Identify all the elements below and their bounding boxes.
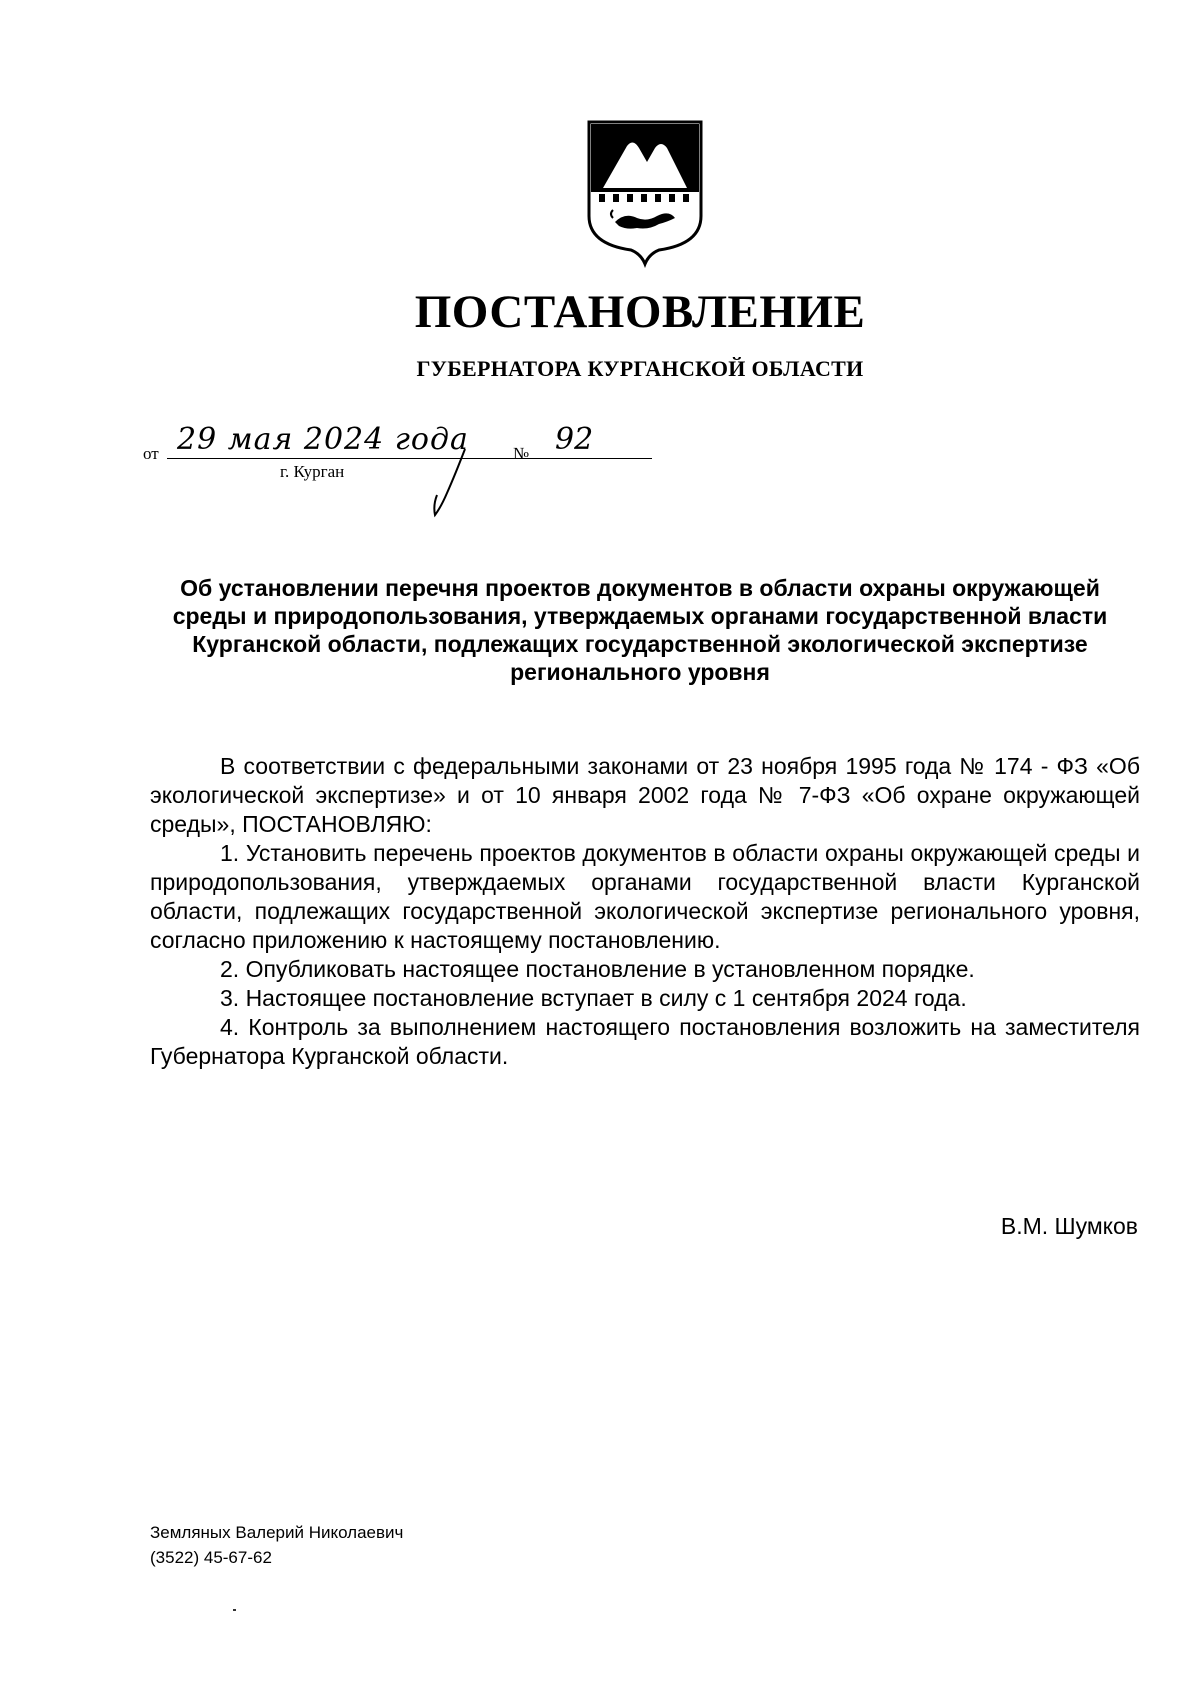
document-title: Об установлении перечня проектов документов в области охраны окружающей среды и природопользования, утверждаемых органами государственной власти Курганской области, подлежащих государственной экологической экспертизе регионального уровня: [172, 575, 1108, 685]
city-label: г. Курган: [280, 462, 345, 481]
point-3: 3. Настоящее постановление вступает в силу с 1 сентября 2024 года.: [220, 985, 967, 1011]
point-2: 2. Опубликовать настоящее постановление в установленном порядке.: [220, 956, 975, 982]
handwritten-date: 29 мая 2024 года: [177, 422, 469, 457]
date-prefix: от: [143, 444, 159, 463]
handwritten-number: 92: [555, 422, 594, 457]
number-sign: №: [513, 444, 530, 463]
document-type-heading: ПОСТАНОВЛЕНИЕ: [414, 286, 866, 338]
handwritten-stroke: [425, 445, 485, 520]
issuer-heading: ГУБЕРНАТОРА КУРГАНСКОЙ ОБЛАСТИ: [416, 356, 864, 381]
signatory-name: В.М. Шумков: [1000, 1213, 1138, 1239]
point-4: 4. Контроль за выполнением настоящего постановления возложить на заместителя Губернатора Курганской области.: [150, 1014, 1140, 1069]
executor-info: [150, 1520, 403, 1570]
document-body: [150, 752, 1140, 1071]
scan-artifact-dot: [233, 1609, 236, 1611]
preamble-paragraph: В соответствии с федеральными законами от 23 ноября 1995 года № 174 - ФЗ «Об экологической экспертизе» и от 10 января 2002 года № 7-ФЗ «Об охране окружающей среды», ПОСТАНОВЛЯЮ:: [150, 753, 1140, 837]
executor-phone: (3522) 45-67-62: [150, 1548, 272, 1567]
coat-of-arms-icon: [585, 118, 705, 268]
point-1: 1. Установить перечень проектов документов в области охраны окружающей среды и природопользования, утверждаемых органами государственной власти Курганской области, подлежащих государственной экологической экспертизе регионального уровня, согласно приложению к настоящему постановлению.: [150, 840, 1140, 953]
executor-name: Земляных Валерий Николаевич: [150, 1523, 404, 1542]
date-number-line: [143, 422, 643, 468]
